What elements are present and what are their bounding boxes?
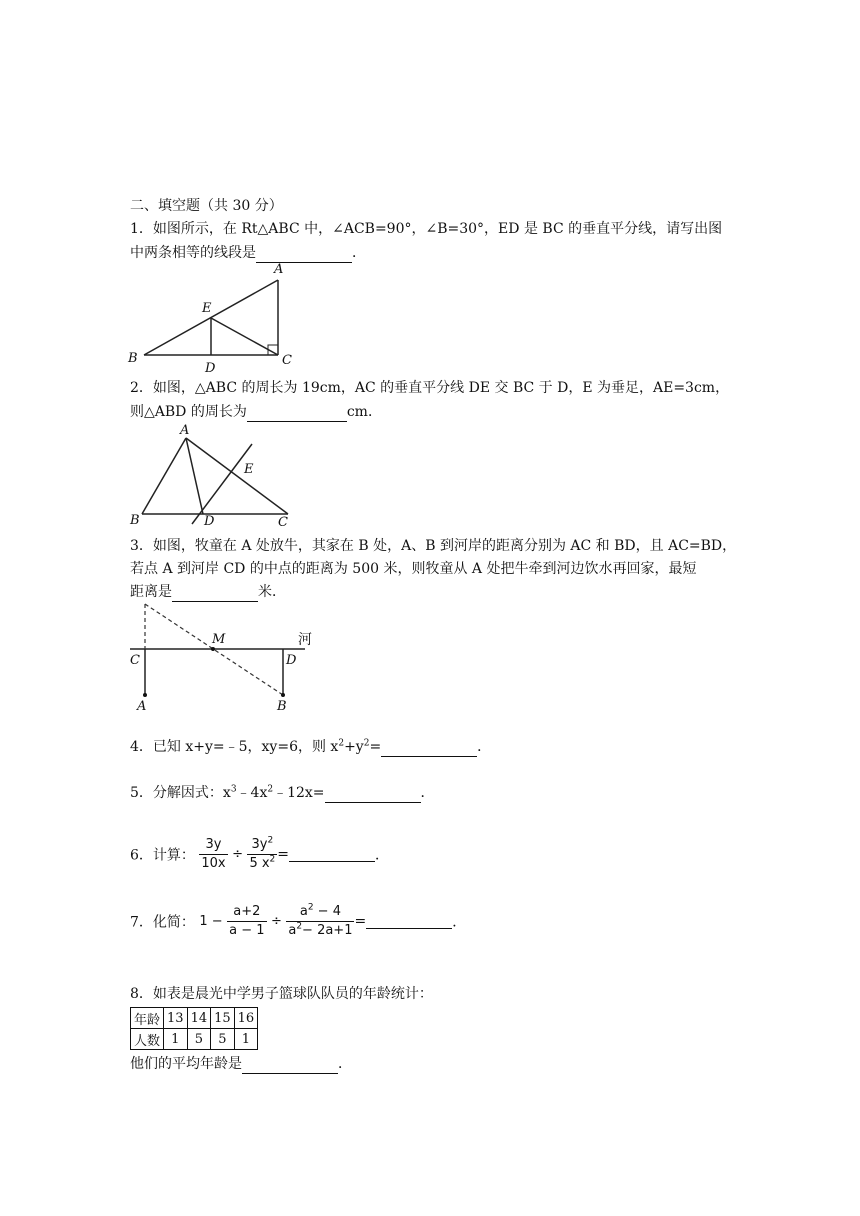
q4-line: [130, 737, 491, 757]
q1-label-a: A: [274, 262, 284, 277]
q6-fraction-1: [199, 836, 227, 873]
q5-line: [130, 783, 435, 803]
q3-line3-prefix: 距离是: [130, 584, 172, 600]
q1-line2-prefix: 中两条相等的线段是: [130, 245, 256, 261]
table-cell: 人数: [131, 1029, 164, 1050]
q1-line2-suffix: ．: [352, 245, 366, 261]
q6-prefix: 6．计算：: [130, 847, 195, 864]
q3-label-b: B: [277, 699, 287, 714]
q7-fraction-1: [227, 903, 266, 940]
q8-line1: 8．如表是晨光中学男子篮球队队员的年龄统计：: [130, 986, 433, 1002]
q5-answer-blank[interactable]: [325, 788, 421, 803]
q6-eq: =: [277, 846, 290, 863]
q5-suffix: ．: [420, 785, 435, 801]
q6-f2-denominator: 5 $x^2$: [249, 854, 276, 871]
q1-label-c: C: [282, 353, 292, 368]
table-cell: 13: [164, 1008, 188, 1029]
q2-segment-ab: [142, 438, 186, 514]
q1-line1: 1．如图所示，在 Rt△ABC 中，∠ACB=90°，∠B=30°，ED 是 BC 的垂直平分线，请写出图: [130, 221, 723, 237]
q4-exp-1: 2: [338, 738, 345, 749]
q7-eq: =: [354, 913, 367, 930]
q7-line: [130, 903, 466, 940]
table-row: [131, 1008, 258, 1029]
q2-segment-ac: [186, 438, 288, 514]
q8-after-prefix: 他们的平均年龄是: [130, 1056, 242, 1072]
q2-label-a: A: [180, 423, 190, 438]
q3-figure: [120, 598, 330, 716]
q7-answer-blank[interactable]: [366, 914, 452, 929]
q4-suffix: ．: [477, 739, 492, 755]
q6-f1-numerator: 3y: [199, 836, 227, 855]
q6-divide-sign: ÷: [232, 847, 243, 862]
table-cell: 年龄: [131, 1008, 164, 1029]
q3-label-a: A: [137, 699, 147, 714]
q2-line2-suffix: cm．: [346, 404, 382, 420]
q5-mid1: ﹣4x: [236, 785, 268, 801]
q6-fraction-2: [247, 836, 277, 873]
q2-line2-prefix: 则△ABD 的周长为: [130, 404, 247, 420]
q7-f2-numerator: $a^2 - 4$: [286, 903, 354, 922]
table-cell: 15: [211, 1008, 235, 1029]
q7-fraction-2: [286, 903, 354, 940]
q8-after-suffix: ．: [338, 1056, 352, 1072]
q1-label-d: D: [205, 361, 216, 376]
q7-suffix: ．: [452, 914, 467, 931]
q3-label-m: M: [212, 632, 226, 647]
q4-eq: =: [369, 739, 382, 755]
q3-label-river: 河: [298, 632, 312, 648]
q3-line3-suffix: 米．: [258, 584, 286, 600]
q5-exp-3: 3: [230, 784, 237, 795]
q5-prefix: 5．分解因式：x: [130, 785, 231, 801]
q6-suffix: ．: [375, 847, 390, 864]
q4-exp-2: 2: [363, 738, 370, 749]
q2-label-e: E: [244, 462, 254, 477]
q3-point-a: [143, 693, 147, 697]
table-cell: 16: [234, 1008, 258, 1029]
q1-figure: [120, 258, 310, 376]
q3-point-m: [211, 647, 215, 651]
q7-divide-sign: ÷: [270, 914, 282, 929]
q3-line1: 3．如图，牧童在 A 处放牛，其家在 B 处，A、B 到河岸的距离分别为 AC 和 BD，且 AC=BD，: [130, 538, 737, 554]
q3-point-b: [281, 693, 285, 697]
q3-line2: 若点 A 到河岸 CD 的中点的距离为 500 米，则牧童从 A 处把牛牵到河边饮水再回家，最短: [130, 561, 697, 577]
q5-exp-2: 2: [267, 784, 274, 795]
q7-f1-denominator: a − 1: [229, 923, 265, 938]
q8-age-table: [130, 1007, 258, 1050]
section-title: 二、填空题（共 30 分）: [130, 198, 283, 214]
q8-answer-blank[interactable]: [242, 1059, 338, 1074]
q1-label-e: E: [202, 301, 212, 316]
q2-perpendicular-bisector: [192, 444, 252, 524]
q2-line2: [130, 402, 382, 422]
q2-line1: 2．如图，△ABC 的周长为 19cm，AC 的垂直平分线 DE 交 BC 于 D，E 为垂足，AE=3cm，: [130, 380, 730, 396]
q4-prefix: 4．已知 x+y=﹣5，xy=6，则 x: [130, 739, 339, 755]
table-row: [131, 1029, 258, 1050]
table-cell: 1: [164, 1029, 188, 1050]
q3-label-d: D: [286, 653, 297, 668]
table-cell: 14: [187, 1008, 211, 1029]
q6-answer-blank[interactable]: [289, 847, 375, 862]
q6-line: [130, 836, 389, 873]
q2-label-d: D: [204, 514, 215, 529]
q7-prefix: 7．化简：: [130, 914, 195, 931]
q7-f1-numerator: a+2: [227, 903, 266, 922]
q7-lead: 1 −: [199, 914, 223, 929]
q7-f2-denominator: $a^2- 2a+1$: [288, 921, 353, 938]
q6-f2-numerator: $3y^2$: [247, 836, 277, 855]
q4-mid: +y: [344, 739, 364, 755]
q2-label-b: B: [130, 513, 140, 528]
q4-answer-blank[interactable]: [381, 742, 477, 757]
table-cell: 5: [211, 1029, 235, 1050]
q3-label-c: C: [130, 653, 140, 668]
q2-figure: [120, 420, 310, 532]
table-cell: 1: [234, 1029, 258, 1050]
q8-after-line: [130, 1054, 352, 1074]
q2-label-c: C: [278, 515, 288, 530]
q5-mid2: ﹣12x=: [273, 785, 325, 801]
q1-label-b: B: [128, 351, 138, 366]
q6-f1-denominator: 10x: [201, 856, 226, 871]
table-cell: 5: [187, 1029, 211, 1050]
